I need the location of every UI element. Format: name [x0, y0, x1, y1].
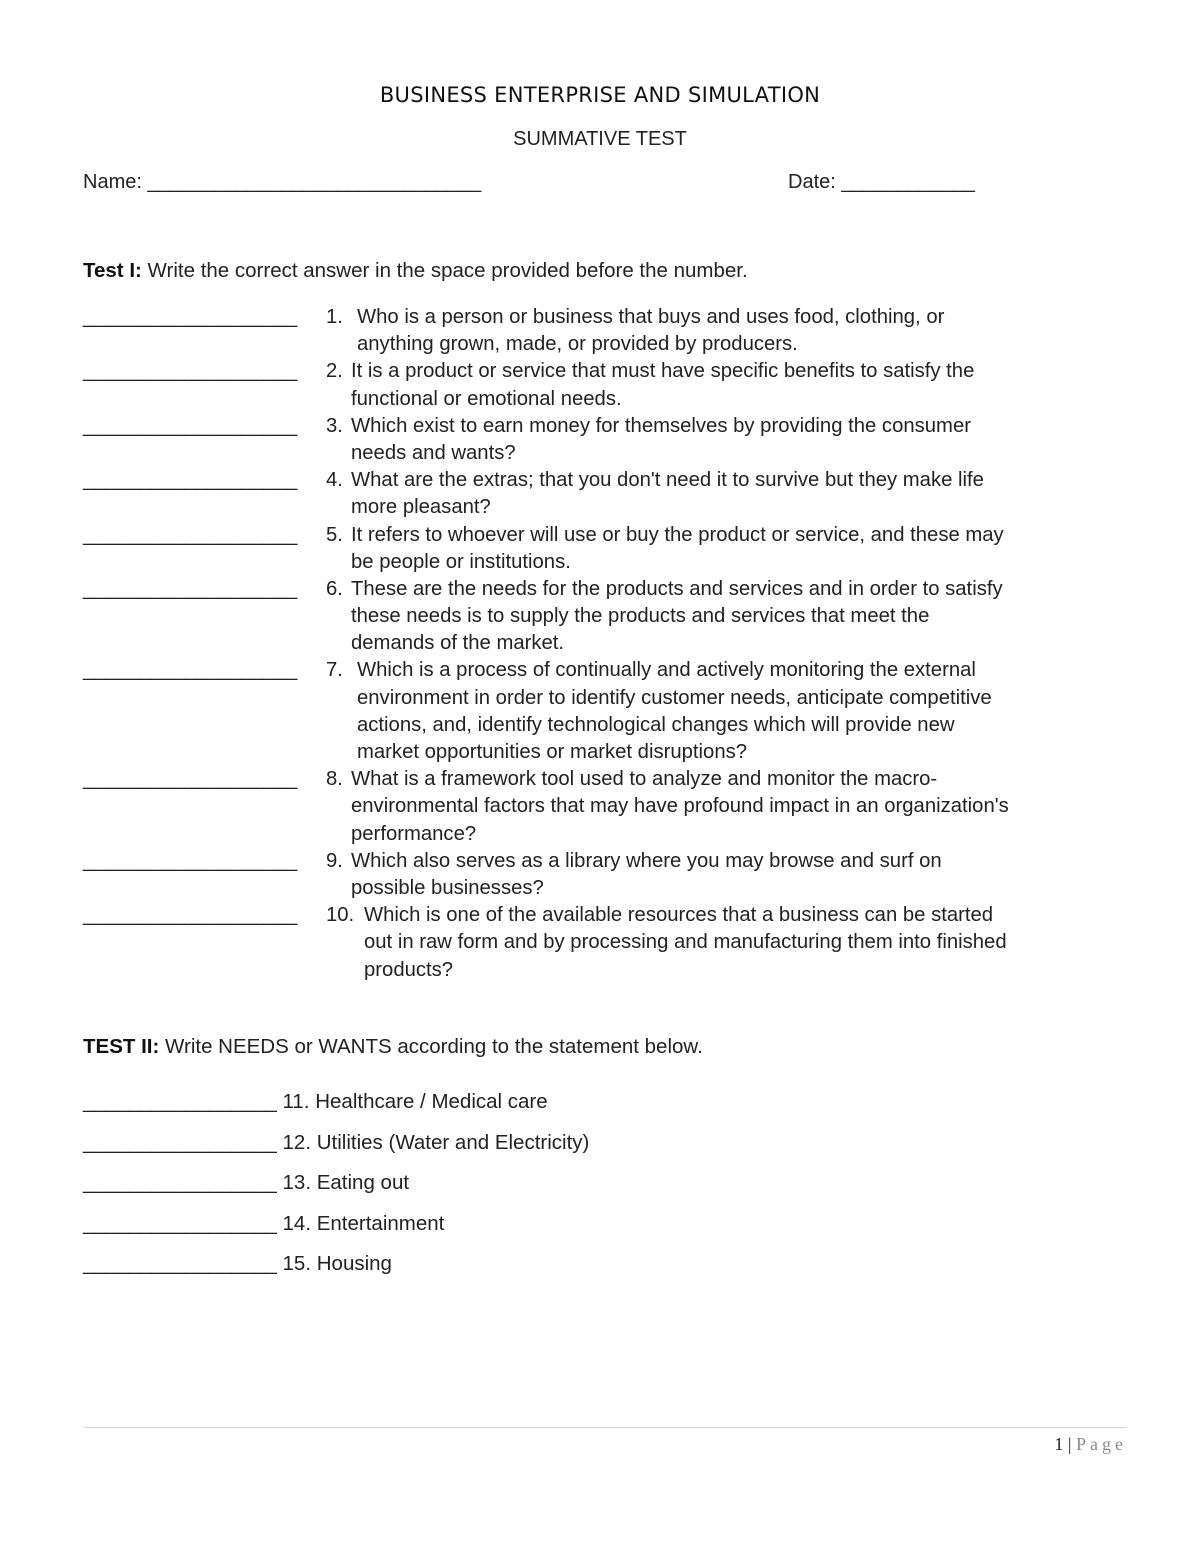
- question-text: It is a product or service that must have specific benefits to satisfy the: [351, 360, 975, 383]
- test1-question-list: [83, 304, 1143, 984]
- item-number: 13.: [282, 1171, 312, 1194]
- question-text-continued: market opportunities or market disruptions?: [357, 741, 748, 763]
- question-item: [83, 766, 1143, 848]
- item-text: Housing: [316, 1252, 392, 1275]
- answer-blank[interactable]: _________________: [83, 1252, 277, 1275]
- answer-blank[interactable]: ___________________: [83, 659, 298, 682]
- page-number: 1: [1054, 1434, 1064, 1454]
- question-text-continued: these needs is to supply the products and services that meet the: [351, 605, 930, 628]
- answer-blank[interactable]: _________________: [83, 1130, 277, 1154]
- page-footer: [1054, 1434, 1127, 1455]
- item-text: Utilities (Water and Electricity): [316, 1130, 590, 1154]
- date-field[interactable]: Date: ____________: [788, 171, 975, 193]
- item-text: Entertainment: [316, 1211, 445, 1235]
- question-item: [83, 358, 1143, 412]
- item-number: 15.: [282, 1252, 312, 1275]
- needs-wants-item: [83, 1129, 983, 1170]
- question-text: What is a framework tool used to analyze and monitor the macro-: [351, 768, 938, 791]
- question-item: [83, 413, 1143, 467]
- question-item: [83, 576, 1143, 658]
- answer-blank[interactable]: _________________: [83, 1171, 277, 1194]
- question-text-continued: actions, and, identify technological changes which will provide new: [357, 713, 955, 736]
- item-text: Eating out: [316, 1171, 410, 1194]
- answer-blank[interactable]: ___________________: [83, 360, 298, 383]
- question-text-continued: environmental factors that may have profound impact in an organization's: [351, 795, 1009, 818]
- question-item: [83, 657, 1143, 766]
- item-text: Healthcare / Medical care: [315, 1090, 548, 1113]
- question-text-continued: anything grown, made, or provided by producers.: [357, 333, 798, 356]
- answer-blank[interactable]: ___________________: [83, 849, 298, 872]
- question-number: 8.: [326, 768, 343, 791]
- question-number: 7.: [326, 659, 343, 682]
- test2-heading: [83, 1035, 703, 1059]
- question-text-continued: more pleasant?: [351, 496, 491, 519]
- question-text: Which is one of the available resources that a business can be started: [364, 904, 994, 927]
- answer-blank[interactable]: ___________________: [83, 904, 298, 927]
- question-text: Which exist to earn money for themselves by providing the consumer: [351, 414, 971, 437]
- item-number: 11.: [282, 1090, 310, 1113]
- question-number: 5.: [326, 523, 343, 546]
- page-separator: |: [1063, 1434, 1076, 1454]
- needs-wants-item: [83, 1169, 983, 1210]
- needs-wants-item: [83, 1210, 983, 1251]
- answer-blank[interactable]: _________________: [83, 1211, 277, 1235]
- document-title: BUSINESS ENTERPRISE AND SIMULATION: [379, 83, 821, 107]
- question-text-continued: be people or institutions.: [351, 550, 571, 573]
- question-item: [83, 848, 1143, 902]
- question-number: 9.: [326, 849, 343, 872]
- footer-divider: [83, 1427, 1127, 1428]
- test1-heading-instructions: Write the correct answer in the space provided before the number.: [141, 259, 748, 282]
- needs-wants-item: [83, 1088, 983, 1129]
- test1-heading-label: Test I:: [83, 259, 142, 282]
- question-text: It refers to whoever will use or buy the product or service, and these may: [351, 523, 1004, 546]
- question-item: [83, 902, 1143, 984]
- answer-blank[interactable]: ___________________: [83, 768, 298, 791]
- question-text: Who is a person or business that buys and uses food, clothing, or: [357, 306, 945, 328]
- question-text: What are the extras; that you don't need it to survive but they make life: [351, 469, 984, 492]
- question-text-continued: out in raw form and by processing and manufacturing them into finished: [364, 931, 1007, 954]
- answer-blank[interactable]: ___________________: [83, 469, 298, 492]
- answer-blank[interactable]: _________________: [83, 1090, 277, 1113]
- answer-blank[interactable]: ___________________: [83, 414, 298, 437]
- question-text-continued: products?: [364, 958, 454, 981]
- question-item: [83, 467, 1143, 521]
- question-item: [83, 304, 1143, 358]
- item-number: 14.: [282, 1211, 312, 1235]
- question-text: Which also serves as a library where you may browse and surf on: [351, 849, 942, 872]
- question-number: 3.: [326, 414, 343, 437]
- question-number: 10.: [326, 904, 355, 927]
- question-text: These are the needs for the products and services and in order to satisfy: [351, 577, 1003, 600]
- answer-blank[interactable]: ___________________: [83, 523, 298, 546]
- answer-blank[interactable]: ___________________: [83, 306, 298, 328]
- test2-heading-instructions: Write NEEDS or WANTS according to the statement below.: [159, 1035, 703, 1058]
- question-text-continued: possible businesses?: [351, 876, 544, 899]
- question-number: 4.: [326, 469, 343, 492]
- page-word: Page: [1076, 1434, 1127, 1454]
- question-number: 6.: [326, 577, 343, 600]
- answer-blank[interactable]: ___________________: [83, 577, 298, 600]
- question-text-continued: demands of the market.: [351, 632, 565, 655]
- document-subtitle: SUMMATIVE TEST: [513, 128, 687, 150]
- test2-heading-label: TEST II:: [83, 1035, 160, 1058]
- question-item: [83, 522, 1143, 576]
- question-text-continued: performance?: [351, 822, 477, 845]
- question-text-continued: environment in order to identify customer needs, anticipate competitive: [357, 686, 992, 709]
- needs-wants-item: [83, 1250, 983, 1291]
- item-number: 12.: [282, 1130, 312, 1154]
- test1-heading: [83, 259, 748, 283]
- question-text-continued: functional or emotional needs.: [351, 387, 622, 410]
- question-text-continued: needs and wants?: [351, 441, 516, 464]
- test2-item-list: [83, 1088, 983, 1291]
- question-number: 1.: [326, 306, 343, 328]
- name-field[interactable]: Name: ______________________________: [83, 171, 482, 193]
- question-number: 2.: [326, 360, 343, 383]
- question-text: Which is a process of continually and actively monitoring the external: [357, 659, 976, 682]
